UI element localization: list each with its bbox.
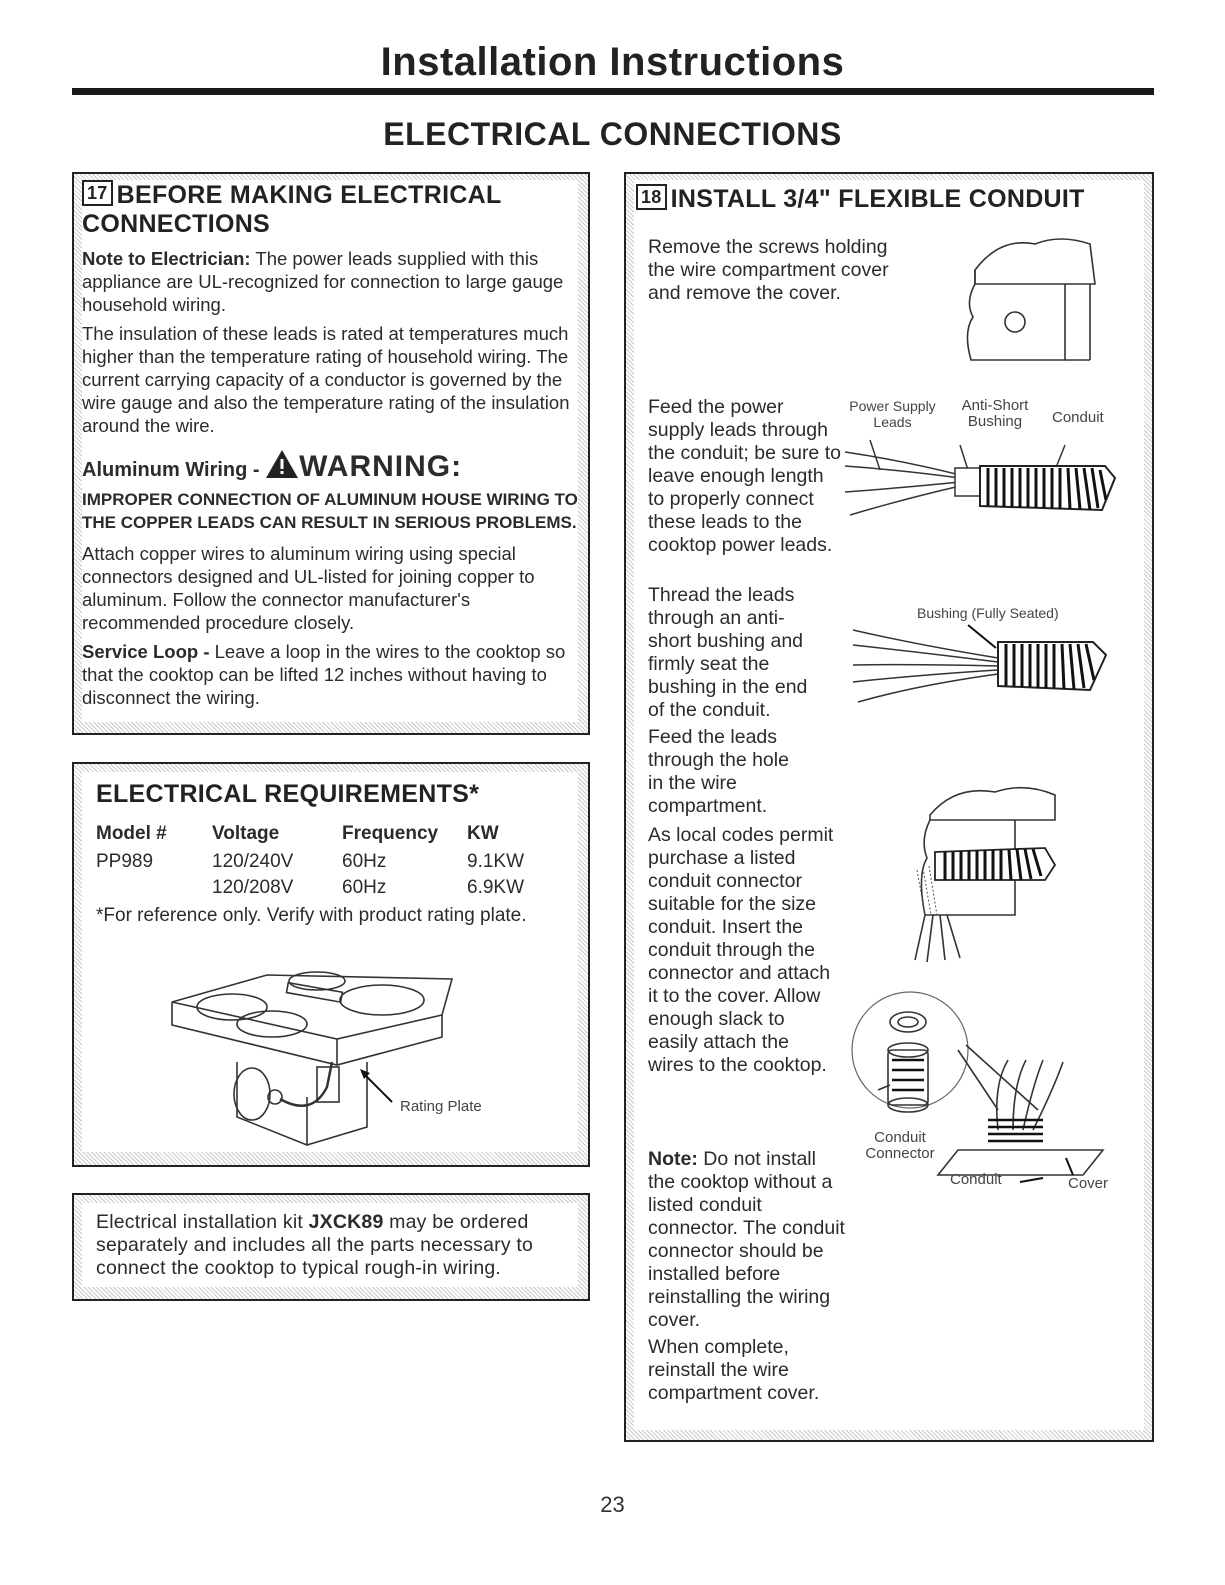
col-kw: KW — [467, 823, 499, 844]
step18-p2: Feed the power supply leads through the conduit; be sure to leave enough length to properly connect these leads to the cooktop power leads. — [648, 396, 841, 556]
kit-text-before: Electrical installation kit — [96, 1211, 303, 1233]
electrician-note — [82, 247, 578, 316]
conduit-bottom-label: Conduit — [950, 1171, 1002, 1188]
page-title: Installation Instructions — [380, 40, 845, 84]
service-label: Service Loop - — [82, 641, 210, 662]
aluminum-label: Aluminum Wiring - — [82, 459, 260, 481]
note18-text: Do not install the cooktop without a listed conduit connector. The conduit connector should be installed before reinstalling the wiring cover. — [648, 1148, 845, 1331]
table-row — [96, 875, 566, 901]
insulation-paragraph: The insulation of these leads is rated at temperatures much higher than the temperature rating of household wiring. The current carrying capacity of a conductor is governed by the wire gauge and also the temperature rating of the insulation around the wire. — [82, 323, 570, 436]
requirements-header-row — [96, 821, 566, 847]
note18-label: Note: — [648, 1148, 698, 1170]
warning-word: WARNING: — [299, 450, 463, 483]
col-frequency: Frequency — [342, 823, 439, 844]
kit-text — [96, 1211, 566, 1280]
cell-model — [96, 875, 212, 901]
requirements-content — [82, 772, 578, 1152]
note-label: Note to Electrician: — [82, 248, 251, 269]
step17-number: 17 — [82, 180, 113, 206]
requirements-footnote: *For reference only. Verify with product rating plate. — [96, 905, 527, 926]
cell-voltage: 120/208V — [212, 877, 294, 898]
step18-number: 18 — [636, 184, 667, 210]
step18-p4: Feed the leads through the hole in the wire compartment. — [648, 726, 789, 817]
step18-p5: As local codes permit purchase a listed conduit connector suitable for the size conduit. Insert the conduit through the connector and attach it to the cover. Allow enough slack to easily attach the wires to the cooktop. — [648, 824, 834, 1076]
bushing-diagram — [848, 620, 1108, 710]
bushing-seated-label: Bushing (Fully Seated) — [917, 605, 1059, 621]
page-number: 23 — [600, 1492, 625, 1517]
aluminum-warning — [82, 449, 578, 484]
step18-p6: When complete, reinstall the wire compartment cover. — [648, 1336, 820, 1404]
step18-p1: Remove the screws holding the wire compartment cover and remove the cover. — [648, 236, 889, 304]
requirements-box — [72, 762, 590, 1167]
requirements-title: ELECTRICAL REQUIREMENTS* — [96, 780, 480, 808]
step17-title: BEFORE MAKING ELECTRICAL CONNECTIONS — [82, 181, 502, 238]
warning-text: IMPROPER CONNECTION OF ALUMINUM HOUSE WIRING TO THE COPPER LEADS CAN RESULT IN SERIOUS PROBLEMS. — [82, 490, 578, 532]
copper-paragraph: Attach copper wires to aluminum wiring using special connectors designed and UL-listed for joining copper to aluminum. Follow the connector manufacturer's recommended procedure closely. — [82, 543, 535, 633]
note-text: The power leads supplied with this appliance are UL-recognized for connection to large gauge household wiring. — [82, 248, 564, 315]
cell-kw: 6.9KW — [467, 877, 525, 898]
col-model: Model # — [96, 823, 167, 844]
cell-frequency: 60Hz — [342, 877, 387, 898]
cooktop-diagram — [162, 967, 502, 1157]
kit-content — [82, 1203, 578, 1287]
step17-heading — [82, 180, 578, 239]
col-voltage: Voltage — [212, 823, 280, 844]
conduit-leads-diagram — [840, 430, 1120, 540]
step18-p3: Thread the leads through an anti-short bushing and firmly seat the bushing in the end of the conduit. — [648, 584, 808, 721]
cell-voltage: 120/240V — [212, 851, 294, 872]
step17-content — [82, 180, 578, 722]
step18-title: INSTALL 3/4" FLEXIBLE CONDUIT — [670, 185, 1085, 213]
service-text: Leave a loop in the wires to the cooktop so that the cooktop can be lifted 12 inches without having to disconnect the wiring. — [82, 641, 566, 708]
anti-short-bushing-label: Anti-Short Bushing — [961, 397, 1029, 430]
power-supply-leads-label: Power Supply Leads — [849, 398, 936, 430]
cell-model: PP989 — [96, 851, 154, 872]
kit-text-after: may be ordered separately and includes all the parts necessary to connect the cooktop to typical rough-in wiring. — [96, 1211, 534, 1279]
section-title: ELECTRICAL CONNECTIONS — [383, 116, 842, 152]
kit-id: JXCK89 — [308, 1211, 384, 1233]
step18-note — [648, 1148, 848, 1332]
conduit-connector-label: Conduit Connector — [865, 1129, 935, 1162]
cell-kw: 9.1KW — [467, 851, 525, 872]
step17-box — [72, 172, 590, 735]
conduit-label: Conduit — [1052, 409, 1104, 426]
compartment-diagram — [955, 232, 1105, 372]
cover-label: Cover — [1068, 1175, 1109, 1192]
rating-plate-label: Rating Plate — [400, 1098, 482, 1115]
table-row — [96, 849, 566, 875]
cell-frequency: 60Hz — [342, 851, 387, 872]
kit-box — [72, 1193, 590, 1301]
service-loop — [82, 640, 578, 709]
step18-heading — [636, 184, 1085, 214]
compartment-hole-diagram — [905, 780, 1065, 970]
warning-triangle-icon — [265, 449, 299, 479]
title-rule — [72, 88, 1154, 95]
